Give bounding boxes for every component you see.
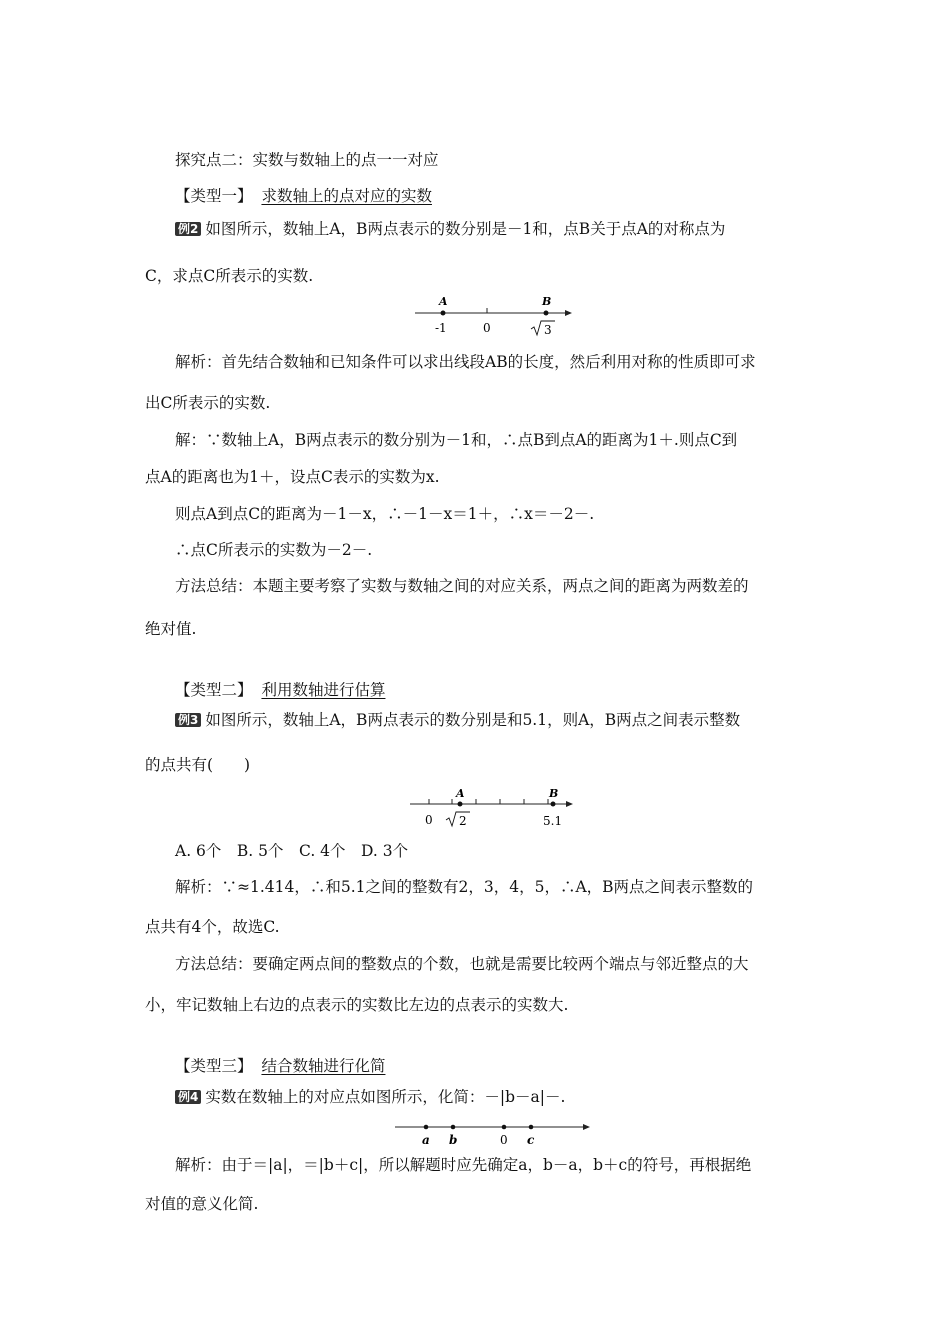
type2-heading	[175, 683, 385, 699]
label-a: A	[456, 787, 465, 800]
type1-solution-line2: 点A的距离也为1＋，设点C表示的实数为x.	[145, 468, 440, 486]
label-a: A	[439, 295, 448, 308]
type2-analysis-line1: 解析：∵≈1.414，∴和5.1之间的整数有2，3，4，5，∴A，B两点之间表示整数的	[175, 878, 754, 896]
type1-question-text: 如图所示，数轴上A，B两点表示的数分别是－1和，点B关于点A的对称点为	[205, 220, 726, 238]
type2-method-line1: 方法总结：要确定两点间的整数点的个数，也就是需要比较两个端点与邻近整点的大	[175, 955, 749, 973]
type2-title: 利用数轴进行估算	[261, 681, 386, 699]
type3-question-text: 实数在数轴上的对应点如图所示，化简：－|b－a|－.	[205, 1088, 566, 1106]
label-b: B	[542, 295, 552, 308]
type1-tag: 【类型一】	[175, 187, 253, 205]
axis-arrow	[566, 801, 573, 807]
example-badge: 例2	[175, 222, 201, 236]
type2-question-text: 如图所示，数轴上A，B两点表示的数分别是和5.1，则A，B两点之间表示整数	[205, 711, 741, 729]
type2-method-line2: 小，牢记数轴上右边的点表示的实数比左边的点表示的实数大.	[145, 996, 569, 1014]
point-b	[451, 1125, 456, 1130]
type3-analysis-line1: 解析：由于＝|a|，＝|b＋c|，所以解题时应先确定a，b－a，b＋c的符号，再根据绝	[175, 1156, 752, 1174]
type3-analysis-line2: 对值的意义化简.	[145, 1195, 259, 1213]
label-0: 0	[500, 1133, 508, 1147]
type2-question-line2: 的点共有( )	[145, 756, 251, 774]
type2-question-line1	[175, 713, 740, 729]
type1-analysis-line2: 出C所表示的实数.	[145, 394, 271, 412]
label-b: b	[449, 1133, 458, 1147]
point-a	[441, 311, 446, 316]
type1-analysis-line1: 解析：首先结合数轴和已知条件可以求出线段AB的长度，然后利用对称的性质即可求	[175, 353, 756, 371]
type3-number-line	[385, 1117, 600, 1147]
point-c	[529, 1125, 534, 1130]
point-a	[458, 802, 463, 807]
point-b	[551, 802, 556, 807]
label-b: B	[549, 787, 559, 800]
tick-label-sqrt3: 3	[544, 323, 552, 337]
axis-arrow	[565, 310, 572, 316]
point-a	[424, 1125, 429, 1130]
type1-question-line2: C，求点C所表示的实数.	[145, 267, 314, 285]
tick-label-0: 0	[483, 321, 491, 335]
type3-tag: 【类型三】	[175, 1057, 253, 1075]
tick-label-sqrt2: 2	[459, 814, 467, 828]
point-b	[544, 311, 549, 316]
section-title: 探究点二：实数与数轴上的点一一对应	[175, 151, 439, 169]
type1-heading	[175, 189, 432, 205]
example-badge: 例3	[175, 713, 201, 727]
type2-number-line	[400, 784, 580, 832]
label-c: c	[527, 1133, 535, 1147]
tick-label-0: 0	[425, 813, 433, 827]
type2-tag: 【类型二】	[175, 681, 253, 699]
type1-method-line1: 方法总结：本题主要考察了实数与数轴之间的对应关系，两点之间的距离为两数差的	[175, 577, 749, 595]
type2-analysis-line2: 点共有4个，故选C.	[145, 918, 280, 936]
axis-arrow	[583, 1124, 590, 1130]
type3-title: 结合数轴进行化简	[261, 1057, 386, 1075]
point-zero	[502, 1125, 507, 1130]
type1-solution-line4: ∴点C所表示的实数为－2－.	[175, 541, 373, 559]
example-badge: 例4	[175, 1090, 201, 1104]
type1-solution-line3: 则点A到点C的距离为－1－x，∴－1－x＝1＋，∴x＝－2－.	[175, 505, 595, 523]
type1-method-line2: 绝对值.	[145, 620, 197, 638]
type1-solution-line1: 解：∵数轴上A，B两点表示的数分别为－1和，∴点B到点A的距离为1＋.则点C到	[175, 431, 738, 449]
type1-question-line1	[175, 222, 725, 238]
type1-number-line	[405, 292, 575, 340]
tick-label-5-1: 5.1	[543, 814, 563, 828]
type3-question-line1	[175, 1090, 565, 1106]
type2-options: A. 6个 B. 5个 C. 4个 D. 3个	[175, 842, 409, 860]
label-a: a	[422, 1133, 430, 1147]
tick-label-neg1: -1	[435, 321, 447, 335]
type3-heading	[175, 1059, 385, 1075]
type1-title: 求数轴上的点对应的实数	[261, 187, 432, 205]
